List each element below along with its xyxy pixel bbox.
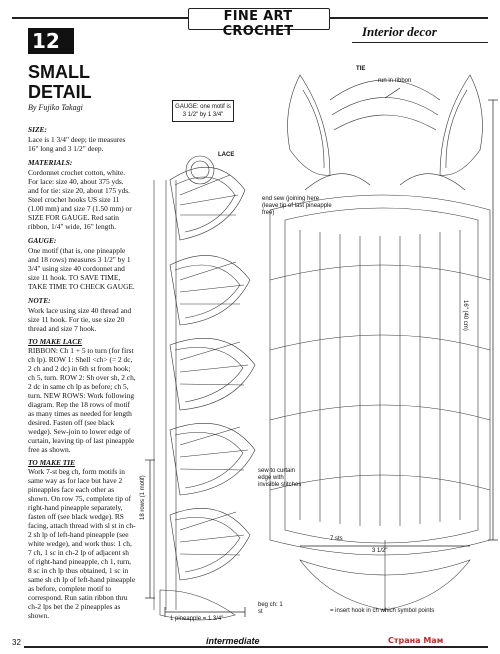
skill-level: intermediate (206, 636, 260, 646)
byline: By Fujiko Takagi (28, 103, 83, 112)
materials-heading: MATERIALS: (28, 158, 73, 167)
height-16-label: 16" (40 cm) (462, 300, 468, 331)
title-line-2: DETAIL (28, 82, 92, 102)
size-text: Lace is 1 3/4" deep; tie measures 16" long and 3 1/2" deep. (28, 135, 126, 153)
lace-diagram (154, 156, 255, 620)
gauge-body: One motif (that is, one pineapple and 18 rows) measures 3 1/2" by 1 3/4" using size 40 cordonnet and size 11 hook. (28, 246, 131, 282)
beg-ch-label: beg ch: 1 st (258, 602, 283, 615)
make-lace-heading: TO MAKE LACE (28, 337, 83, 346)
magazine-brand: FINE ART CROCHET (222, 9, 294, 39)
tie-label: TIE (356, 66, 366, 72)
rep-18-rows-label: 18 rows (1 motif) (140, 475, 146, 520)
note-text: Work lace using size 40 thread and size 11 hook. For tie, use size 20 thread and size 7 hook. (28, 306, 132, 333)
page-number: 32 (12, 638, 21, 647)
gauge-emph: TO SAVE TIME, TAKE TIME TO CHECK GAUGE. (28, 273, 135, 291)
pattern-number: 12 (28, 28, 74, 54)
motif-size-label: 3 1/2" (372, 548, 388, 554)
materials-text: Cordonnet crochet cotton, white. For lace: size 40, about 375 yds. and for tie: size 20, about 175 yds. Steel crochet hooks US size 11 (1.00 mm) and size 7 (1.50 mm) or SIZE FOR GAUGE. Red satin ribbon, 1/4" wide, 16" length. (28, 168, 132, 231)
note-heading: NOTE: (28, 296, 51, 305)
tie-diagram (270, 75, 490, 612)
gauge-heading: GAUGE: (28, 236, 57, 245)
make-lace-text: RIBBON: Ch 1 + 5 to turn (for first ch lp). ROW 1: Shell <ch> (= 2 dc, 2 ch and 2 dc) in 6th st from hook; ch 5, turn. ROW 2: Sh over sh, 2 ch, 2 dc in same ch lp as before; ch 5, turn. NEW ROWS: Work following diagram. Rep the 18 rows of motif as many times as needed for length desired. Fasten off (see black wedge). Sew-join to lower edge of curtain, leaving tip of last pineapple free as shown. (28, 346, 136, 454)
watermark: Страна Мам (388, 636, 444, 645)
footer-rule (24, 646, 488, 648)
make-tie-heading: TO MAKE TIE (28, 458, 76, 467)
sew-label: sew to curtain edge with invisible stitches (258, 468, 302, 488)
gauge-callout: GAUGE: one motif is 3 1/2" by 1 3/4" (172, 100, 234, 122)
ribbon-label: run in ribbon (378, 78, 412, 84)
size-heading: SIZE: (28, 125, 47, 134)
make-tie-text: Work 7-st beg ch, form motifs in same way as for lace but have 2 pineapples face each other as shown. On row 75, complete tip of right-hand pineapple separately, fasten off (see black wedge). RS facing, attach thread with sl st in ch-2 sh lp of left-hand pineapple (see white wedge), and work thus: 1 ch, 7 ch, 1 sc in ch-2 lp of adjacent sh of right-hand pineapple, ch 1, turn, 8 sc in ch lp thus obtained, 1 sc in same sh ch lp of left-hand pineapple as before, complete motif to correspond. Run satin ribbon thru ch-2 lps bet the 2 pineapples as shown. (28, 467, 136, 620)
insert-hook-label: = insert hook in ch which symbol points (330, 608, 435, 614)
seven-sts-label: 7 sts (330, 536, 343, 542)
one-pineapple-label: 1 pineapple = 1 3/4" (170, 616, 224, 622)
end-sew-label: end sew (joining here (leave tip of last pineapple free) (262, 196, 332, 216)
section-label: Interior decor (362, 24, 437, 39)
title-line-1: SMALL (28, 62, 90, 82)
lace-label: LACE (218, 152, 235, 158)
